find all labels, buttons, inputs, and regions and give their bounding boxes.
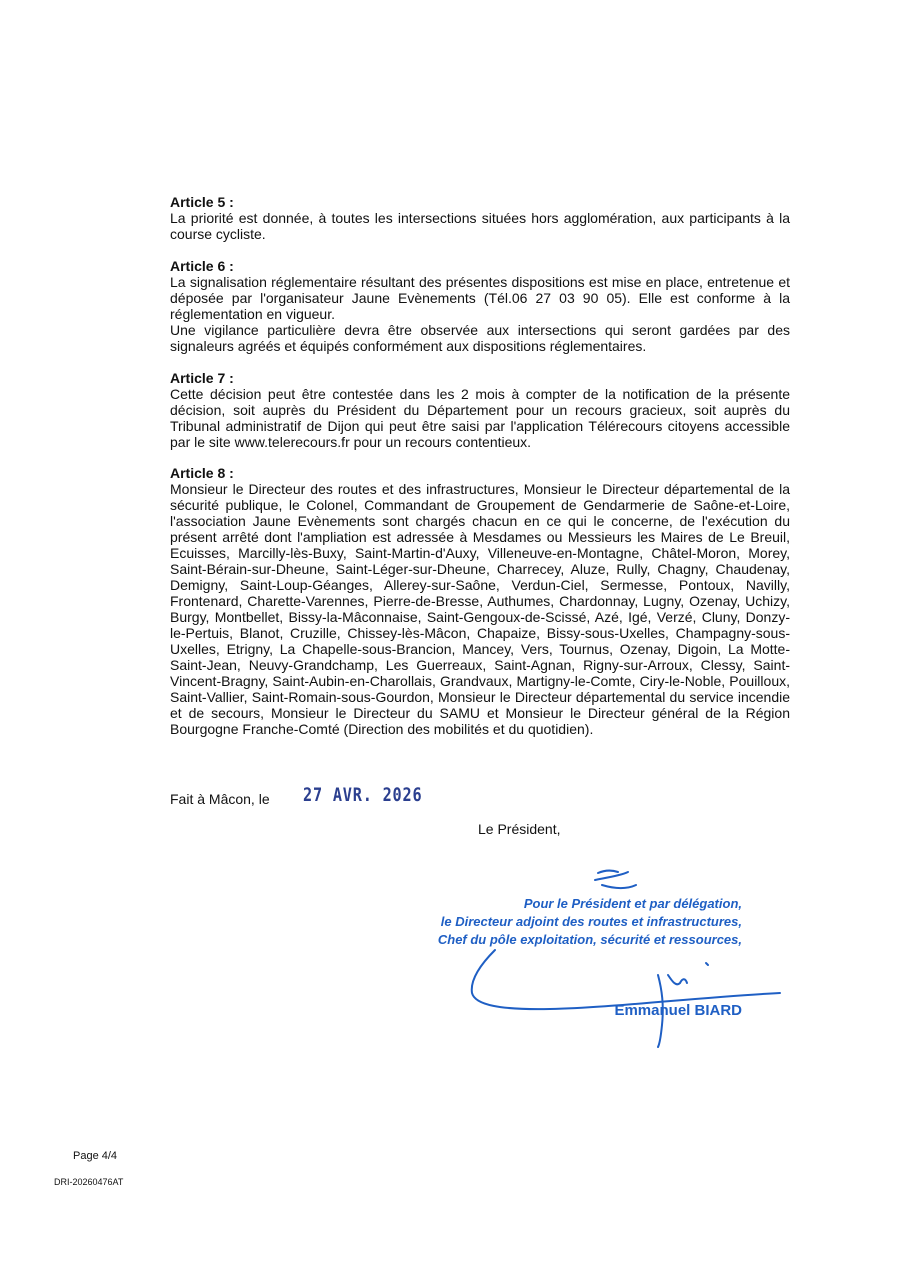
article-6: [170, 258, 790, 354]
delegation-line-2: le Directeur adjoint des routes et infrastructures,: [440, 914, 742, 929]
article-6-title: Article 6 :: [170, 258, 234, 274]
handwritten-signature: [440, 855, 790, 1055]
signer-name: Emmanuel BIARD: [614, 1002, 742, 1019]
date-stamp: 27 AVR. 2026: [303, 784, 423, 806]
article-5-title: Article 5 :: [170, 194, 234, 210]
article-6-paragraph: Une vigilance particulière devra être observée aux intersections qui seront gardées par des signaleurs agréés et équipés conformément aux dispositions réglementaires.: [170, 322, 790, 354]
place-label: Fait à Mâcon, le: [170, 791, 270, 807]
document-reference: DRI-20260476AT: [54, 1177, 124, 1187]
article-6-paragraph: La signalisation réglementaire résultant des présentes dispositions est mise en place, entretenue et déposée par l'organisateur Jaune Evènements (Tél.06 27 03 90 05). Elle est conforme à la réglementation en vigueur.: [170, 274, 790, 322]
article-7-paragraph: Cette décision peut être contestée dans les 2 mois à compter de la notification de la présente décision, soit auprès du Président du Département pour un recours gracieux, soit auprès du Tribunal administratif de Dijon qui peut être saisi par l'application Télérecours citoyens accessible par le site www.telerecours.fr pour un recours contentieux.: [170, 386, 790, 450]
delegation-line-1: Pour le Président et par délégation,: [523, 896, 742, 911]
signatory-title: Le Président,: [478, 821, 561, 837]
delegation-line-3: Chef du pôle exploitation, sécurité et ressources,: [437, 932, 742, 947]
article-5-paragraph: La priorité est donnée, à toutes les intersections situées hors agglomération, aux participants à la course cycliste.: [170, 210, 790, 242]
article-7-title: Article 7 :: [170, 370, 234, 386]
article-8-title: Article 8 :: [170, 465, 234, 481]
article-7: [170, 370, 790, 450]
article-5: [170, 194, 790, 242]
page-number: Page 4/4: [73, 1150, 118, 1162]
article-8-paragraph: Monsieur le Directeur des routes et des infrastructures, Monsieur le Directeur départemental de la sécurité publique, le Colonel, Commandant de Groupement de Gendarmerie de Saône-et-Loire, l'association Jaune Evènements sont chargés chacun en ce qui le concerne, de l'exécution du présent arrêté dont l'ampliation est adressée à Mesdames ou Messieurs les Maires de Le Breuil, Ecuisses, Marcilly-lès-Buxy, Saint-Martin-d'Auxy, Villeneuve-en-Montagne, Châtel-Moron, Morey, Saint-Bérain-sur-Dheune, Saint-Léger-sur-Dheune, Charrecey, Aluze, Rully, Chagny, Chaudenay, Demigny, Saint-Loup-Géanges, Allerey-sur-Saône, Verdun-Ciel, Sermesse, Pontoux, Navilly, Frontenard, Charette-Varennes, Pierre-de-Bresse, Authumes, Chardonnay, Lugny, Ozenay, Uchizy, Burgy, Montbellet, Bissy-la-Mâconnaise, Saint-Gengoux-de-Scissé, Azé, Igé, Verzé, Cluny, Donzy-le-Pertuis, Blanot, Cruzille, Chissey-lès-Mâcon, Chapaize, Bissy-sous-Uxelles, Champagny-sous-Uxelles, Etrigny, La Chapelle-sous-Brancion, Mancey, Vers, Tournus, Ozenay, Digoin, La Motte-Saint-Jean, Neuvy-Grandchamp, Les Guerreaux, Saint-Agnan, Rigny-sur-Arroux, Clessy, Saint-Vincent-Bragny, Saint-Aubin-en-Charollais, Grandvaux, Martigny-le-Comte, Ciry-le-Noble, Pouilloux, Saint-Vallier, Saint-Romain-sous-Gourdon, Monsieur le Directeur départemental du service incendie et de secours, Monsieur le Directeur du SAMU et Monsieur le Directeur général de la Région Bourgogne Franche-Comté (Direction des mobilités et du quotidien).: [170, 481, 790, 737]
article-8: [170, 465, 790, 737]
